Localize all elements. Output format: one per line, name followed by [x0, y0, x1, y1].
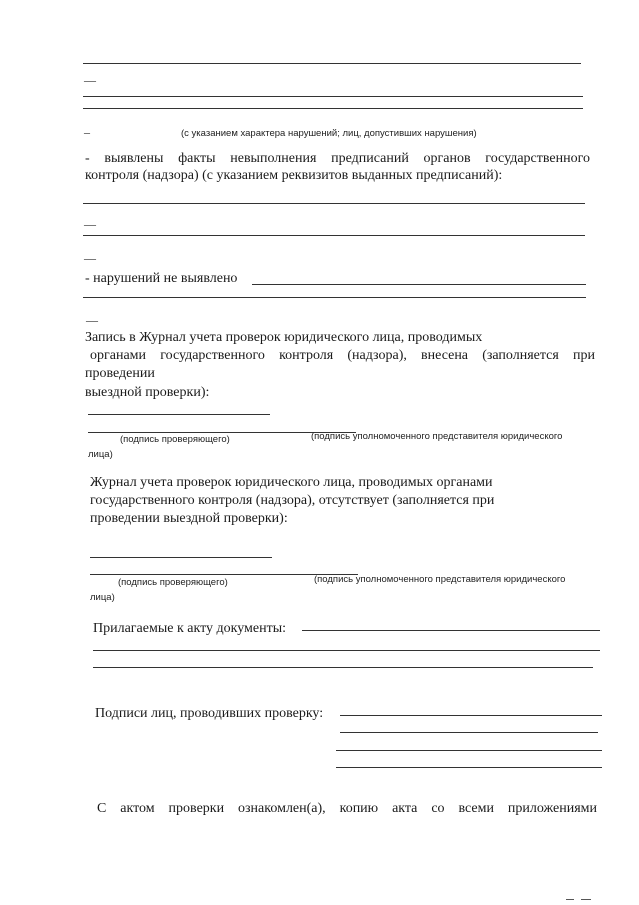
violations-caption: (с указанием характера нарушений; лиц, допустивших нарушения)	[181, 128, 477, 139]
prescriptions-line-2: контроля (надзора) (с указанием реквизитов выданных предписаний):	[85, 168, 503, 183]
fill-line	[93, 667, 593, 668]
dash-mark: –	[84, 125, 90, 139]
fill-line	[252, 284, 586, 285]
dash-mark: —	[86, 313, 98, 327]
fill-line	[83, 96, 583, 97]
scan-artifact	[566, 899, 574, 900]
fill-line	[83, 297, 586, 298]
no-violations-label: - нарушений не выявлено	[85, 271, 238, 286]
signature-line	[336, 750, 602, 751]
fill-line	[83, 108, 583, 109]
journal-record-line-4: выездной проверки):	[85, 385, 210, 400]
fill-line	[302, 630, 600, 631]
inspectors-signatures-label: Подписи лиц, проводивших проверку:	[95, 706, 324, 721]
attached-documents-label: Прилагаемые к акту документы:	[93, 621, 287, 636]
representative-caption-tail: лица)	[90, 592, 115, 603]
signature-line	[336, 767, 602, 768]
dash-mark: —	[84, 217, 96, 231]
journal-record-line-3: проведении	[85, 366, 155, 381]
signature-line	[90, 557, 272, 558]
inspector-signature-caption: (подпись проверяющего)	[120, 434, 230, 445]
fill-line	[83, 63, 581, 64]
representative-signature-caption: (подпись уполномоченного представителя юридического	[311, 431, 563, 442]
journal-absent-line-3: проведении выездной проверки):	[90, 511, 288, 526]
journal-absent-line-2: государственного контроля (надзора), отсутствует (заполняется при	[90, 493, 495, 508]
signature-line	[88, 414, 270, 415]
representative-caption-tail: лица)	[88, 449, 113, 460]
representative-signature-caption: (подпись уполномоченного представителя юридического	[314, 574, 566, 585]
signature-line	[340, 732, 598, 733]
fill-line	[83, 235, 585, 236]
inspector-signature-caption: (подпись проверяющего)	[118, 577, 228, 588]
journal-record-line-1: Запись в Журнал учета проверок юридического лица, проводимых	[85, 330, 483, 345]
fill-line	[83, 203, 585, 204]
signature-line	[340, 715, 602, 716]
scan-artifact	[581, 899, 591, 900]
acquainted-statement: С актом проверки ознакомлен(а), копию акта со всеми приложениями	[97, 801, 597, 816]
journal-absent-line-1: Журнал учета проверок юридического лица, проводимых органами	[90, 475, 493, 490]
journal-record-line-2: органами государственного контроля (надзора), внесена (заполняется при	[90, 348, 595, 363]
prescriptions-line-1: - выявлены факты невыполнения предписаний органов государственного	[85, 151, 590, 166]
fill-line	[93, 650, 600, 651]
dash-mark: —	[84, 73, 96, 87]
dash-mark: —	[84, 251, 96, 265]
